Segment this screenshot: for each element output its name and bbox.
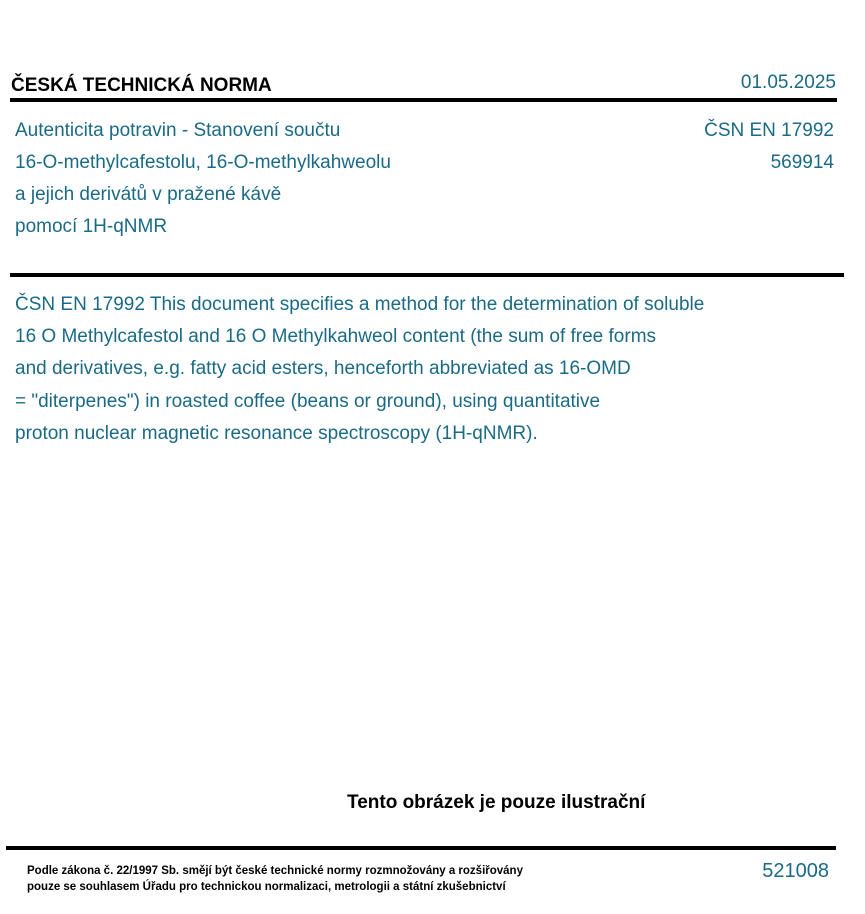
abstract-line: and derivatives, e.g. fatty acid esters, henceforth abbreviated as 16-OMD (15, 358, 631, 380)
illustration-note: Tento obrázek je pouze ilustrační (347, 792, 646, 813)
norm-heading: ČESKÁ TECHNICKÁ NORMA (11, 75, 272, 96)
publication-date: 01.05.2025 (740, 72, 836, 93)
abstract-line: proton nuclear magnetic resonance spectroscopy (1H-qNMR). (15, 422, 538, 444)
legal-notice (27, 863, 523, 895)
header-rule (10, 98, 837, 102)
abstract (15, 289, 704, 450)
title-rule (10, 273, 844, 277)
standard-codes (704, 115, 834, 179)
class-number: 569914 (770, 152, 834, 173)
legal-notice-line: Podle zákona č. 22/1997 Sb. smějí být české technické normy rozmnožovány a rozšiřovány (27, 865, 523, 877)
standard-code: ČSN EN 17992 (704, 120, 834, 141)
document-number: 521008 (762, 860, 829, 882)
abstract-line: = "diterpenes") in roasted coffee (beans or ground), using quantitative (15, 390, 601, 412)
standard-title (15, 115, 391, 243)
standard-title-line: 16-O-methylcafestolu, 16-O-methylkahweolu (15, 152, 391, 173)
legal-notice-line: pouze se souhlasem Úřadu pro technickou normalizaci, metrologii a státní zkušebnictví (27, 881, 506, 893)
standard-title-line: a jejich derivátů v pražené kávě (15, 184, 282, 205)
standard-title-line: pomocí 1H-qNMR (15, 216, 168, 237)
footer-rule (6, 846, 836, 850)
abstract-line: 16 O Methylcafestol and 16 O Methylkahweol content (the sum of free forms (15, 326, 657, 348)
abstract-line: ČSN EN 17992 This document specifies a method for the determination of soluble (15, 294, 705, 315)
standard-title-line: Autenticita potravin - Stanovení součtu (15, 120, 341, 141)
